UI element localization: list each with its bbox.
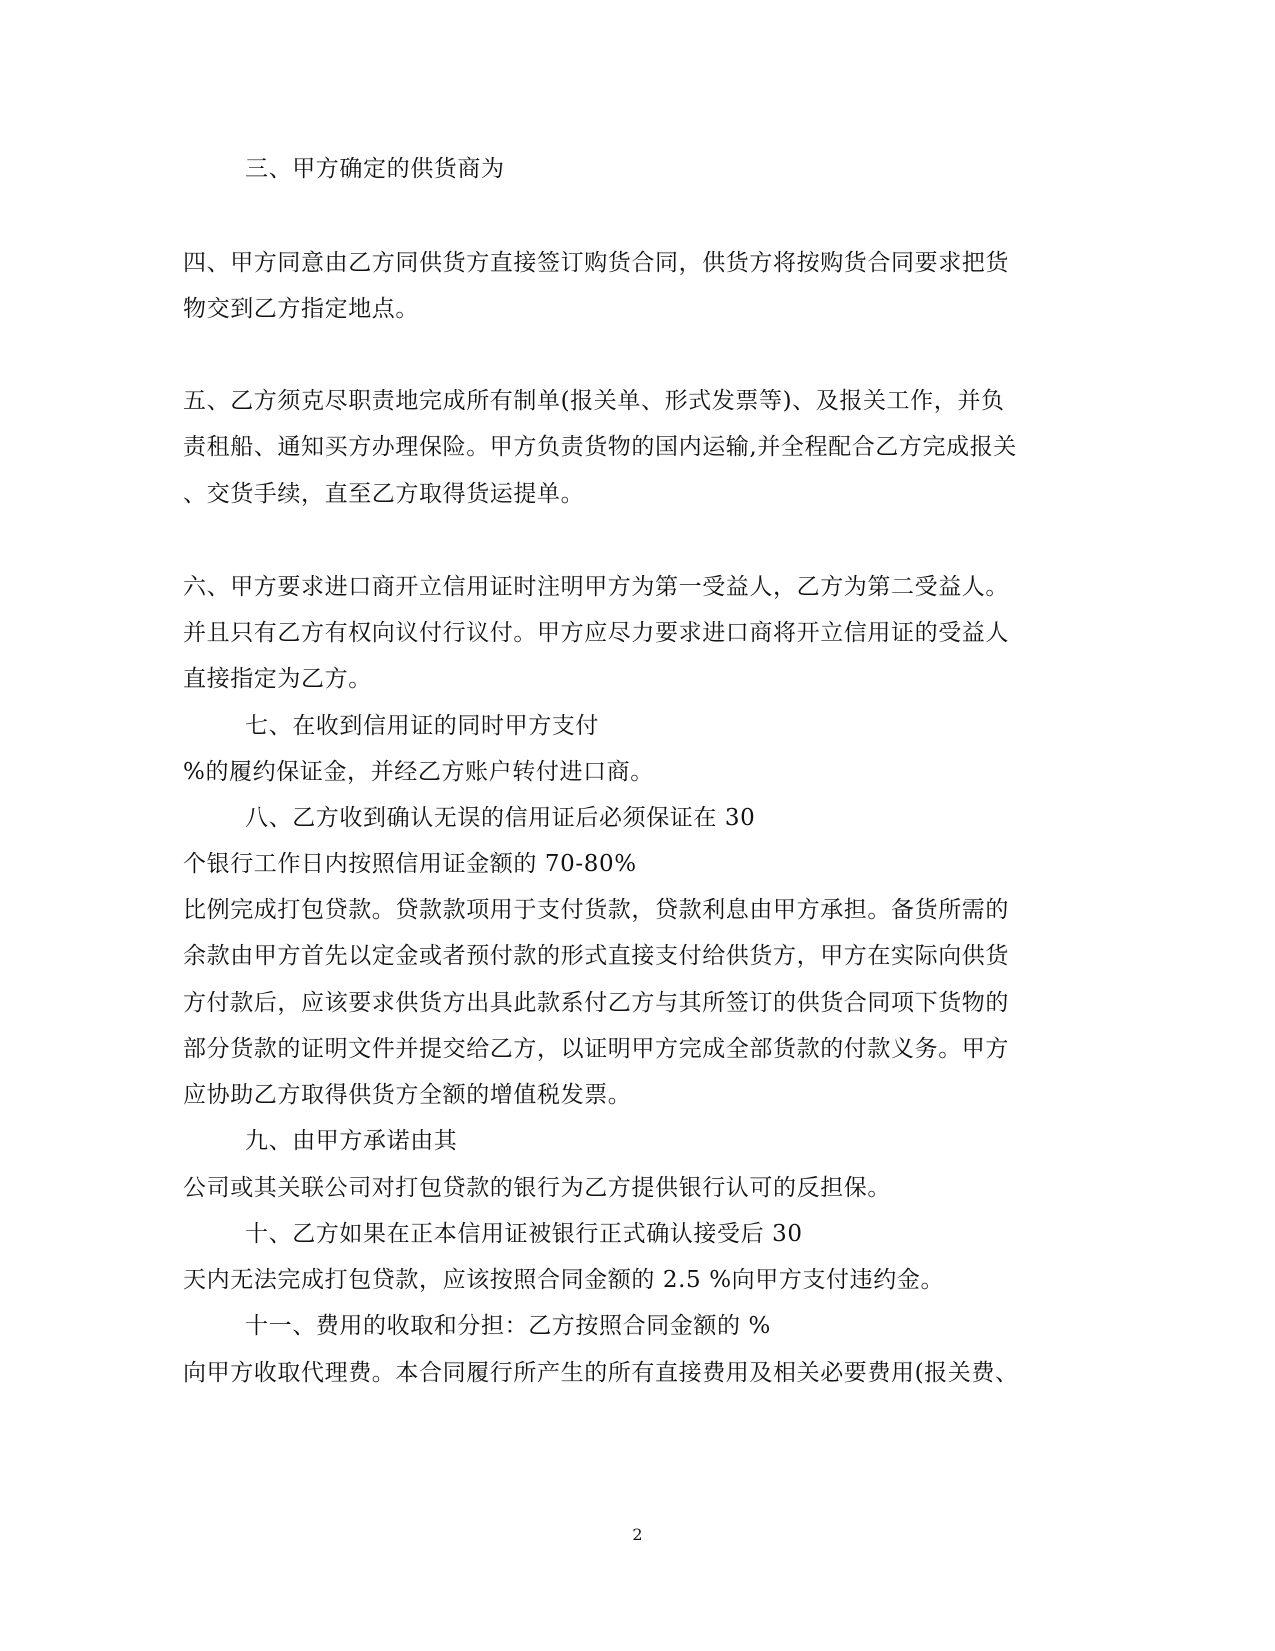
clause-8-line-3: 比例完成打包贷款。贷款款项用于支付货款，贷款利息由甲方承担。备货所需的 <box>183 897 1009 923</box>
clause-11-line-2: 向甲方收取代理费。本合同履行所产生的所有直接费用及相关必要费用(报关费、 <box>183 1360 1019 1386</box>
clause-8-line-5: 方付款后，应该要求供货方出具此款系付乙方与其所签订的供货合同项下货物的 <box>183 990 1009 1016</box>
clause-7-line-2: %的履约保证金，并经乙方账户转付进口商。 <box>183 759 654 785</box>
clause-6-line-1: 六、甲方要求进口商开立信用证时注明甲方为第一受益人，乙方为第二受益人。 <box>183 574 1009 600</box>
clause-5-line-1: 五、乙方须克尽职责地完成所有制单(报关单、形式发票等)、及报关工作，并负 <box>183 388 1005 414</box>
clause-8-line-7: 应协助乙方取得供货方全额的增值税发票。 <box>183 1082 632 1108</box>
clause-5-line-3: 、交货手续，直至乙方取得货运提单。 <box>183 481 585 507</box>
clause-4-line-2: 物交到乙方指定地点。 <box>183 296 419 322</box>
clause-9-line-1: 九、由甲方承诺由其 <box>245 1128 458 1154</box>
clause-10-line-1: 十、乙方如果在正本信用证被银行正式确认接受后 30 <box>245 1221 803 1247</box>
clause-3-line-1: 三、甲方确定的供货商为 <box>245 156 505 182</box>
clause-4-line-1: 四、甲方同意由乙方同供货方直接签订购货合同，供货方将按购货合同要求把货 <box>183 250 1009 276</box>
clause-6-line-2: 并且只有乙方有权向议付行议付。甲方应尽力要求进口商将开立信用证的受益人 <box>183 620 1009 646</box>
clause-7-line-1: 七、在收到信用证的同时甲方支付 <box>245 713 599 739</box>
clause-6-line-3: 直接指定为乙方。 <box>183 666 372 692</box>
clause-10-line-2: 天内无法完成打包贷款，应该按照合同金额的 2.5 %向甲方支付违约金。 <box>183 1267 945 1293</box>
clause-8-line-6: 部分货款的证明文件并提交给乙方，以证明甲方完成全部货款的付款义务。甲方 <box>183 1036 1009 1062</box>
clause-9-line-2: 公司或其关联公司对打包贷款的银行为乙方提供银行认可的反担保。 <box>183 1175 891 1201</box>
clause-5-line-2: 责租船、通知买方办理保险。甲方负责货物的国内运输,并全程配合乙方完成报关 <box>183 434 1017 460</box>
clause-8-line-4: 余款由甲方首先以定金或者预付款的形式直接支付给供货方，甲方在实际向供货 <box>183 943 1009 969</box>
page-number: 2 <box>632 1525 643 1544</box>
clause-8-line-1: 八、乙方收到确认无误的信用证后必须保证在 30 <box>245 805 756 831</box>
clause-11-line-1: 十一、费用的收取和分担：乙方按照合同金额的 % <box>245 1313 771 1339</box>
clause-8-line-2: 个银行工作日内按照信用证金额的 70-80% <box>183 851 637 877</box>
